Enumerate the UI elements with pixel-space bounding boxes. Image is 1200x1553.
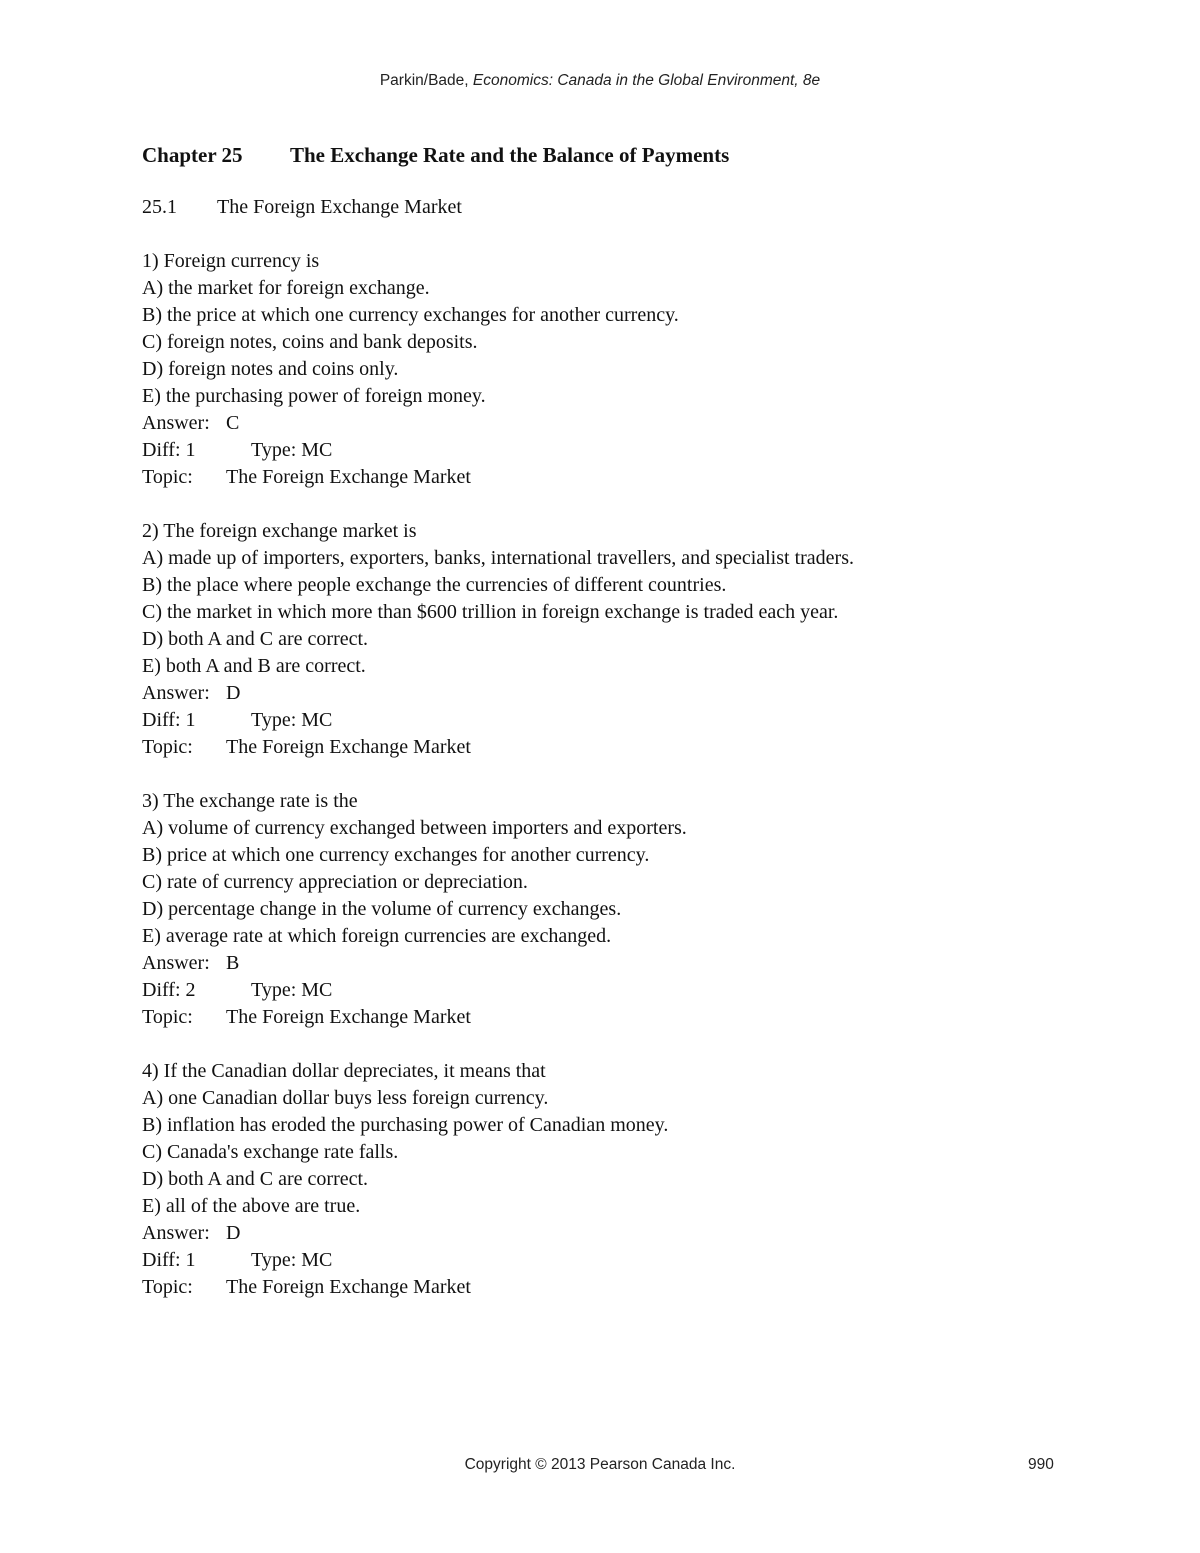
topic-label: Topic: — [142, 466, 193, 488]
option-d: D) both A and C are correct. — [142, 628, 369, 650]
type-label: Type: — [251, 439, 297, 461]
question-stem: 2) The foreign exchange market is — [142, 520, 417, 542]
topic-value: The Foreign Exchange Market — [226, 1006, 471, 1028]
diff-label-group — [142, 437, 251, 464]
answer-line — [142, 680, 1082, 707]
topic-label: Topic: — [142, 736, 193, 758]
type-value: MC — [301, 709, 333, 731]
type-label: Type: — [251, 979, 297, 1001]
question-stem: 3) The exchange rate is the — [142, 790, 358, 812]
answer-value: C — [226, 412, 240, 434]
header-book-title: Economics: Canada in the Global Environment, 8e — [472, 72, 821, 89]
answer-value: B — [226, 952, 240, 974]
option-e: E) the purchasing power of foreign money. — [142, 385, 486, 407]
page-number: 990 — [1028, 1456, 1054, 1473]
chapter-title — [142, 140, 1082, 170]
option-c: C) foreign notes, coins and bank deposits. — [142, 331, 478, 353]
answer-label: Answer: — [142, 952, 210, 974]
question-stem: 1) Foreign currency is — [142, 250, 320, 272]
topic-value: The Foreign Exchange Market — [226, 466, 471, 488]
answer-line — [142, 950, 1082, 977]
section-title — [142, 194, 1082, 221]
option-e: E) average rate at which foreign currencies are exchanged. — [142, 925, 612, 947]
diff-label-group — [142, 1247, 251, 1274]
diff-value: 1 — [185, 439, 196, 461]
question-2 — [142, 518, 1082, 761]
option-d: D) foreign notes and coins only. — [142, 358, 399, 380]
option-b: B) inflation has eroded the purchasing power of Canadian money. — [142, 1114, 669, 1136]
question-1 — [142, 248, 1082, 491]
option-b: B) price at which one currency exchanges for another currency. — [142, 844, 650, 866]
diff-type-line — [142, 707, 1082, 734]
topic-line — [142, 1274, 1082, 1301]
option-c: C) rate of currency appreciation or depreciation. — [142, 871, 528, 893]
type-label: Type: — [251, 709, 297, 731]
type-value: MC — [301, 979, 333, 1001]
answer-label: Answer: — [142, 1222, 210, 1244]
option-e: E) both A and B are correct. — [142, 655, 366, 677]
type-value: MC — [301, 439, 333, 461]
copyright-notice: Copyright © 2013 Pearson Canada Inc. — [464, 1456, 736, 1473]
option-e: E) all of the above are true. — [142, 1195, 361, 1217]
topic-label: Topic: — [142, 1276, 193, 1298]
answer-line — [142, 1220, 1082, 1247]
diff-value: 1 — [185, 709, 196, 731]
diff-type-line — [142, 977, 1082, 1004]
answer-line — [142, 410, 1082, 437]
option-b: B) the place where people exchange the currencies of different countries. — [142, 574, 727, 596]
answer-value: D — [226, 682, 241, 704]
diff-label: Diff: — [142, 1249, 181, 1271]
answer-value: D — [226, 1222, 241, 1244]
question-4 — [142, 1058, 1082, 1301]
diff-type-line — [142, 437, 1082, 464]
option-a: A) the market for foreign exchange. — [142, 277, 430, 299]
option-c: C) the market in which more than $600 trillion in foreign exchange is traded each year. — [142, 601, 839, 623]
type-value: MC — [301, 1249, 333, 1271]
option-d: D) percentage change in the volume of currency exchanges. — [142, 898, 622, 920]
topic-line — [142, 1004, 1082, 1031]
chapter-number: Chapter 25 — [142, 143, 243, 167]
diff-label: Diff: — [142, 439, 181, 461]
section-name: The Foreign Exchange Market — [217, 196, 462, 218]
option-c: C) Canada's exchange rate falls. — [142, 1141, 399, 1163]
option-a: A) made up of importers, exporters, banks, international travellers, and specialist traders. — [142, 547, 854, 569]
question-3 — [142, 788, 1082, 1031]
topic-value: The Foreign Exchange Market — [226, 1276, 471, 1298]
topic-label: Topic: — [142, 1006, 193, 1028]
diff-label-group — [142, 977, 251, 1004]
option-d: D) both A and C are correct. — [142, 1168, 369, 1190]
topic-value: The Foreign Exchange Market — [226, 736, 471, 758]
diff-label-group — [142, 707, 251, 734]
section-number: 25.1 — [142, 196, 177, 218]
type-label: Type: — [251, 1249, 297, 1271]
question-stem: 4) If the Canadian dollar depreciates, it means that — [142, 1060, 546, 1082]
running-header — [0, 72, 1200, 90]
chapter-name: The Exchange Rate and the Balance of Payments — [290, 143, 730, 167]
diff-label: Diff: — [142, 979, 181, 1001]
answer-label: Answer: — [142, 412, 210, 434]
topic-line — [142, 464, 1082, 491]
option-b: B) the price at which one currency exchanges for another currency. — [142, 304, 679, 326]
diff-type-line — [142, 1247, 1082, 1274]
topic-line — [142, 734, 1082, 761]
diff-label: Diff: — [142, 709, 181, 731]
diff-value: 2 — [185, 979, 196, 1001]
page-content — [142, 140, 1082, 1328]
diff-value: 1 — [185, 1249, 196, 1271]
header-authors: Parkin/Bade, — [379, 72, 473, 89]
option-a: A) one Canadian dollar buys less foreign currency. — [142, 1087, 549, 1109]
option-a: A) volume of currency exchanged between importers and exporters. — [142, 817, 687, 839]
answer-label: Answer: — [142, 682, 210, 704]
